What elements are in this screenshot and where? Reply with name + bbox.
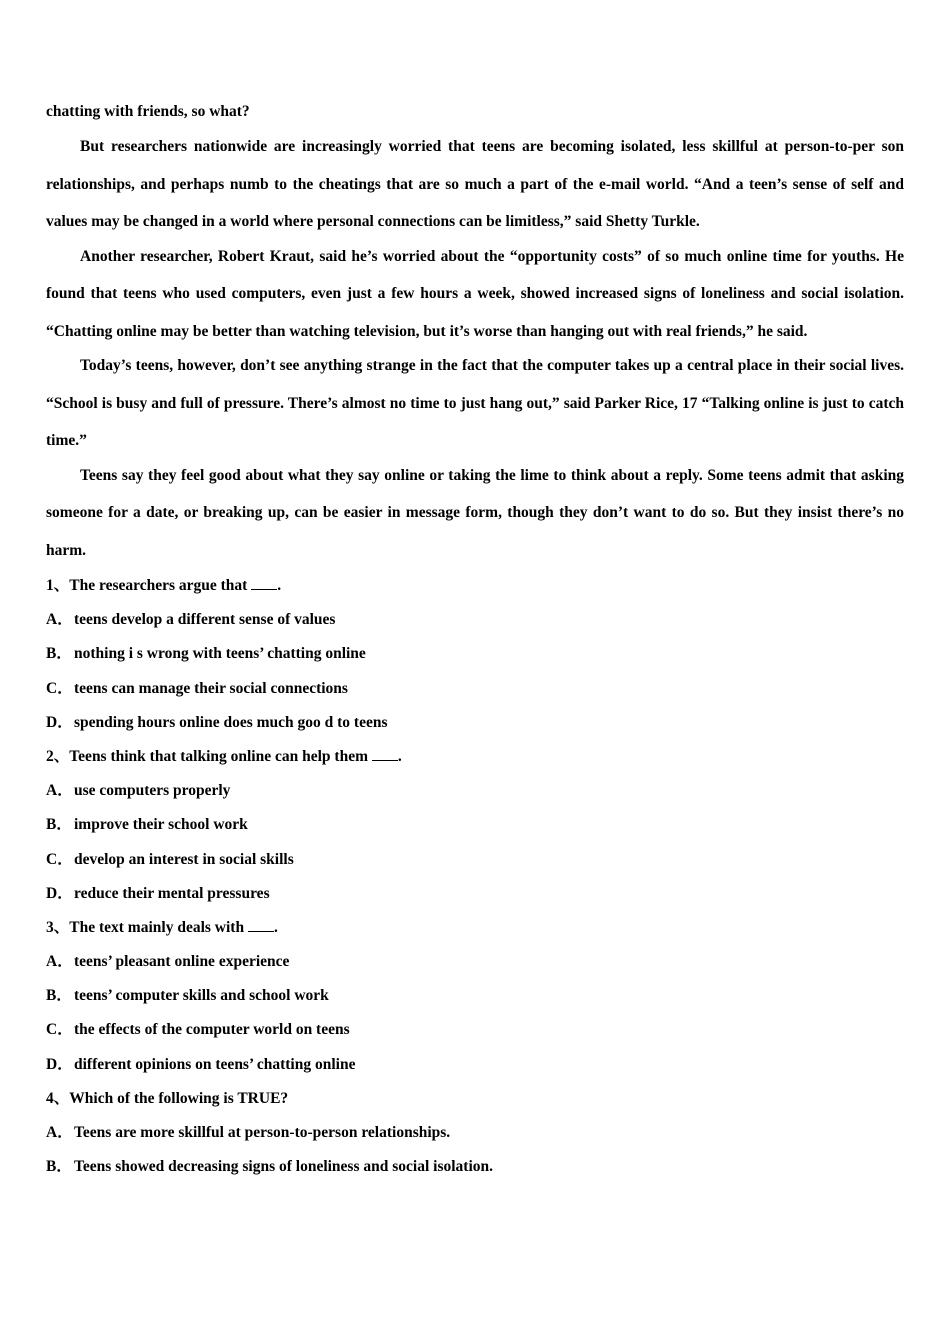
option-c[interactable] (46, 672, 904, 706)
question-end: . (397, 747, 402, 765)
passage-paragraph-1: But researchers nationwide are increasingly worried that teens are becoming isolated, less skillful at person-to-per son relationships, and perhaps numb to the cheatings that are so much a part of the e-mail world. “And a teen’s sense of self and values may be changed in a world where personal connections can be limitless,” said Shetty Turkle. (46, 138, 904, 230)
option-a[interactable] (46, 774, 904, 808)
answer-blank (372, 748, 398, 761)
option-text: Teens showed decreasing signs of loneliness and social isolation. (74, 1158, 493, 1176)
option-letter: B． (46, 1158, 72, 1176)
option-letter: A． (46, 782, 73, 800)
answer-blank (248, 919, 274, 932)
question-stem (46, 740, 904, 774)
option-letter: C． (46, 679, 73, 697)
question-2 (46, 740, 904, 911)
option-text: teens can manage their social connections (74, 679, 348, 697)
option-letter: B． (46, 987, 72, 1005)
option-text: teens’ pleasant online experience (74, 953, 290, 971)
passage-paragraph-2: Another researcher, Robert Kraut, said he’s worried about the “opportunity costs” of so much online time for youths. He found that teens who used computers, even just a few hours a week, showed increased signs of loneliness and social isolation. “Chatting online may be better than watching television, but it’s worse than hanging out with real friends,” he said. (46, 247, 904, 340)
option-text: spending hours online does much goo d to teens (74, 713, 388, 731)
option-letter: D． (46, 713, 73, 731)
option-c[interactable] (46, 843, 904, 877)
option-text: use computers properly (74, 782, 231, 800)
question-number: 4、 (46, 1089, 70, 1107)
passage-paragraph-3: Today’s teens, however, don’t see anything strange in the fact that the computer takes up a central place in their social lives. “School is busy and full of pressure. There’s almost no time to just hang out,” said Parker Rice, 17 “Talking online is just to catch time.” (46, 357, 904, 449)
option-c[interactable] (46, 1013, 904, 1047)
passage-paragraph-4: Teens say they feel good about what they say online or taking the lime to think about a reply. Some teens admit that asking someone for a date, or breaking up, can be easier in message form, though they don’t want to do so. But they insist there’s no harm. (46, 466, 904, 559)
option-letter: C． (46, 850, 73, 868)
question-text: Which of the following is TRUE? (69, 1089, 289, 1107)
passage-paragraph-0: chatting with friends, so what? (46, 103, 250, 120)
question-4 (46, 1082, 904, 1185)
option-text: nothing i s wrong with teens’ chatting online (74, 645, 366, 663)
option-text: teens develop a different sense of values (74, 611, 336, 629)
option-text: reduce their mental pressures (74, 884, 270, 902)
option-letter: A． (46, 953, 73, 971)
option-text: the effects of the computer world on teens (74, 1021, 350, 1039)
option-b[interactable] (46, 1150, 904, 1184)
question-stem (46, 569, 904, 603)
question-stem (46, 1082, 904, 1116)
option-d[interactable] (46, 706, 904, 740)
question-stem (46, 911, 904, 945)
question-text: Teens think that talking online can help them (69, 747, 368, 765)
option-b[interactable] (46, 808, 904, 842)
question-end: . (277, 577, 282, 594)
answer-blank (251, 577, 277, 590)
option-d[interactable] (46, 1048, 904, 1082)
option-letter: B． (46, 645, 72, 663)
option-a[interactable] (46, 603, 904, 637)
question-number: 2、 (46, 747, 70, 765)
question-number: 3、 (46, 918, 70, 936)
question-end: . (273, 918, 278, 936)
option-text: improve their school work (74, 816, 248, 834)
option-letter: A． (46, 1124, 73, 1141)
question-1 (46, 569, 904, 740)
option-letter: B． (46, 816, 72, 834)
option-letter: D． (46, 1055, 73, 1073)
option-b[interactable] (46, 637, 904, 671)
question-number: 1、 (46, 577, 70, 594)
option-letter: A． (46, 611, 73, 629)
option-b[interactable] (46, 979, 904, 1013)
question-text: The text mainly deals with (69, 918, 245, 936)
option-letter: D． (46, 884, 73, 902)
option-text: teens’ computer skills and school work (74, 987, 329, 1005)
question-3 (46, 911, 904, 1082)
question-text: The researchers argue that (69, 577, 248, 594)
document-page (46, 100, 904, 1184)
option-text: different opinions on teens’ chatting online (74, 1055, 356, 1073)
option-a[interactable] (46, 1116, 904, 1150)
option-text: Teens are more skillful at person-to-person relationships. (74, 1124, 451, 1141)
option-letter: C． (46, 1021, 73, 1039)
option-text: develop an interest in social skills (74, 850, 294, 868)
option-d[interactable] (46, 877, 904, 911)
option-a[interactable] (46, 945, 904, 979)
